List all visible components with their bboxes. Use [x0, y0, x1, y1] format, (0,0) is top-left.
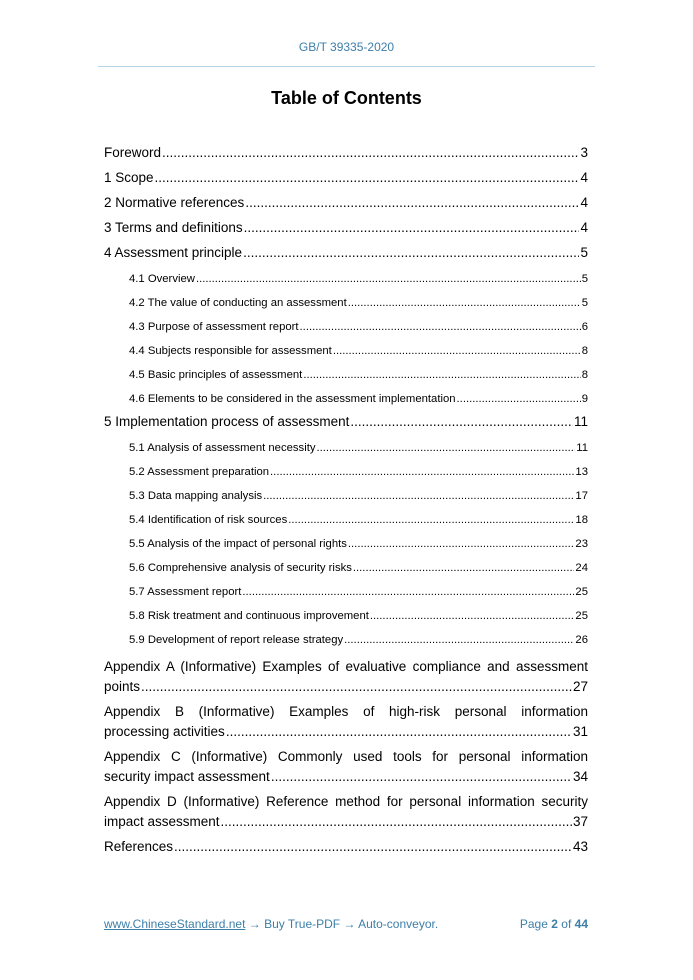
toc-entry[interactable] — [104, 315, 588, 339]
toc-leader-dots — [288, 508, 574, 532]
toc-leader-dots — [317, 436, 576, 460]
toc-leader-dots — [226, 722, 572, 742]
toc-entry-title: 4.6 Elements to be considered in the assessment implementation — [129, 393, 456, 405]
toc-entry[interactable] — [104, 436, 588, 460]
toc-entry-title: 5.6 Comprehensive analysis of security risks — [129, 562, 352, 574]
toc-leader-dots — [270, 460, 574, 484]
toc-entry[interactable] — [104, 291, 588, 315]
toc-entry-title: Appendix D (Informative) Reference method for personal information security — [104, 794, 588, 809]
toc-entry-page: 4 — [580, 170, 588, 185]
toc-entry-page: 11 — [576, 442, 588, 454]
toc-entry[interactable] — [104, 628, 588, 652]
toc-entry[interactable] — [104, 339, 588, 363]
toc-entry-title: 4.1 Overview — [129, 273, 195, 285]
toc-entry[interactable] — [104, 217, 588, 242]
toc-leader-dots — [353, 556, 575, 580]
toc-entry[interactable] — [104, 387, 588, 411]
toc-entry-page: 37 — [572, 814, 588, 829]
toc-leader-dots — [350, 411, 573, 433]
toc-entry-title: 4.5 Basic principles of assessment — [129, 369, 303, 381]
toc-entry-continuation — [104, 812, 588, 832]
toc-entry-title: 5 Implementation process of assessment — [104, 414, 350, 429]
toc-entry-title: 4.2 The value of conducting an assessment — [129, 297, 347, 309]
toc-leader-dots — [300, 315, 581, 339]
toc-entry-title-cont: security impact assessment — [104, 769, 270, 784]
toc-entry-page: 25 — [575, 586, 588, 598]
page-footer — [104, 917, 588, 931]
toc-entry-title: 2 Normative references — [104, 195, 245, 210]
toc-entry-continuation — [104, 767, 588, 787]
toc-entry-continuation — [104, 677, 588, 697]
toc-entry-title: 5.1 Analysis of assessment necessity — [129, 442, 316, 454]
toc-leader-dots — [344, 628, 574, 652]
toc-entry[interactable] — [104, 267, 588, 291]
current-page: 2 — [551, 917, 558, 931]
toc-entry-page: 43 — [572, 839, 588, 854]
toc-entry-page: 8 — [581, 369, 588, 381]
toc-leader-dots — [245, 192, 579, 214]
toc-entry-page: 5 — [581, 273, 588, 285]
toc-entry-page: 34 — [572, 769, 588, 784]
toc-entry-title: 4.4 Subjects responsible for assessment — [129, 345, 332, 357]
toc-leader-dots — [196, 267, 581, 291]
table-of-contents — [104, 142, 588, 861]
toc-leader-dots — [348, 532, 575, 556]
toc-entry-title: 5.8 Risk treatment and continuous improvement — [129, 610, 369, 622]
toc-entry-page: 5 — [580, 245, 588, 260]
toc-entry-title: Appendix B (Informative) Examples of high-risk personal information — [104, 704, 588, 719]
toc-entry-page: 4 — [580, 220, 588, 235]
toc-entry-appendix[interactable] — [104, 747, 588, 787]
toc-entry[interactable] — [104, 556, 588, 580]
toc-leader-dots — [162, 142, 579, 164]
toc-leader-dots — [243, 242, 579, 264]
toc-leader-dots — [174, 836, 572, 858]
toc-leader-dots — [271, 767, 572, 787]
toc-entry-page: 3 — [580, 145, 588, 160]
toc-entry-continuation — [104, 722, 588, 742]
running-header: GB/T 39335-2020 — [298, 40, 395, 54]
toc-entry-title: 5.3 Data mapping analysis — [129, 490, 263, 502]
page-title: Table of Contents — [271, 88, 422, 108]
toc-entry[interactable] — [104, 484, 588, 508]
footer-promo — [104, 917, 438, 931]
toc-entry-title: Appendix A (Informative) Examples of evaluative compliance and assessment — [104, 659, 588, 674]
toc-entry-title: 5.2 Assessment preparation — [129, 466, 270, 478]
toc-entry-title: 3 Terms and definitions — [104, 220, 243, 235]
toc-entry[interactable] — [104, 411, 588, 436]
toc-entry-page: 27 — [572, 679, 588, 694]
header-divider — [98, 66, 595, 67]
toc-entry-page: 9 — [581, 393, 588, 405]
toc-entry-page: 8 — [581, 345, 588, 357]
toc-entry-title: 5.4 Identification of risk sources — [129, 514, 288, 526]
toc-leader-dots — [370, 604, 575, 628]
toc-entry-title-cont: points — [104, 679, 141, 694]
toc-leader-dots — [244, 217, 580, 239]
toc-entry-page: 25 — [575, 610, 588, 622]
chinesestandard-link[interactable]: www.ChineseStandard.net — [104, 917, 246, 931]
toc-entry[interactable] — [104, 508, 588, 532]
toc-entry-title: Foreword — [104, 145, 162, 160]
toc-entry-title: References — [104, 839, 174, 854]
toc-leader-dots — [303, 363, 580, 387]
toc-leader-dots — [221, 812, 572, 832]
toc-entry[interactable] — [104, 242, 588, 267]
toc-entry-references[interactable] — [104, 836, 588, 861]
toc-leader-dots — [348, 291, 581, 315]
toc-entry-title: 1 Scope — [104, 170, 154, 185]
toc-entry-page: 18 — [575, 514, 588, 526]
toc-entry-page: 23 — [575, 538, 588, 550]
toc-entry-page: 11 — [573, 414, 588, 429]
toc-entry-page: 26 — [575, 634, 588, 646]
toc-entry-title: 5.9 Development of report release strategy — [129, 634, 344, 646]
toc-leader-dots — [242, 580, 574, 604]
toc-entry[interactable] — [104, 142, 588, 167]
toc-entry-appendix[interactable] — [104, 792, 588, 832]
toc-entry[interactable] — [104, 167, 588, 192]
toc-leader-dots — [457, 387, 581, 411]
toc-leader-dots — [141, 677, 572, 697]
toc-entry[interactable] — [104, 460, 588, 484]
toc-entry-page: 4 — [580, 195, 588, 210]
toc-entry-page: 13 — [575, 466, 588, 478]
toc-entry-title-cont: processing activities — [104, 724, 225, 739]
toc-entry-title-cont: impact assessment — [104, 814, 220, 829]
toc-entry-appendix[interactable] — [104, 702, 588, 742]
toc-entry[interactable] — [104, 532, 588, 556]
page-number: Page 2 of 44 — [519, 917, 588, 931]
toc-entry-title: 4.3 Purpose of assessment report — [129, 321, 299, 333]
toc-entry-page: 17 — [575, 490, 588, 502]
toc-entry-title: 5.5 Analysis of the impact of personal rights — [129, 538, 347, 550]
toc-entry[interactable] — [104, 363, 588, 387]
toc-entry[interactable] — [104, 580, 588, 604]
toc-entry[interactable] — [104, 192, 588, 217]
footer-promo-text: → Buy True-PDF → Auto-conveyor. — [245, 917, 439, 931]
toc-entry-page: 5 — [581, 297, 588, 309]
toc-leader-dots — [333, 339, 581, 363]
toc-entry-page: 24 — [575, 562, 588, 574]
toc-entry-appendix[interactable] — [104, 657, 588, 697]
toc-entry-title: Appendix C (Informative) Commonly used tools for personal information — [104, 749, 588, 764]
toc-entry-title: 5.7 Assessment report — [129, 586, 242, 598]
toc-entry-page: 31 — [572, 724, 588, 739]
toc-entry[interactable] — [104, 604, 588, 628]
toc-entry-page: 6 — [581, 321, 588, 333]
toc-leader-dots — [155, 167, 580, 189]
toc-leader-dots — [263, 484, 574, 508]
toc-entry-title: 4 Assessment principle — [104, 245, 243, 260]
total-pages: 44 — [574, 917, 588, 931]
